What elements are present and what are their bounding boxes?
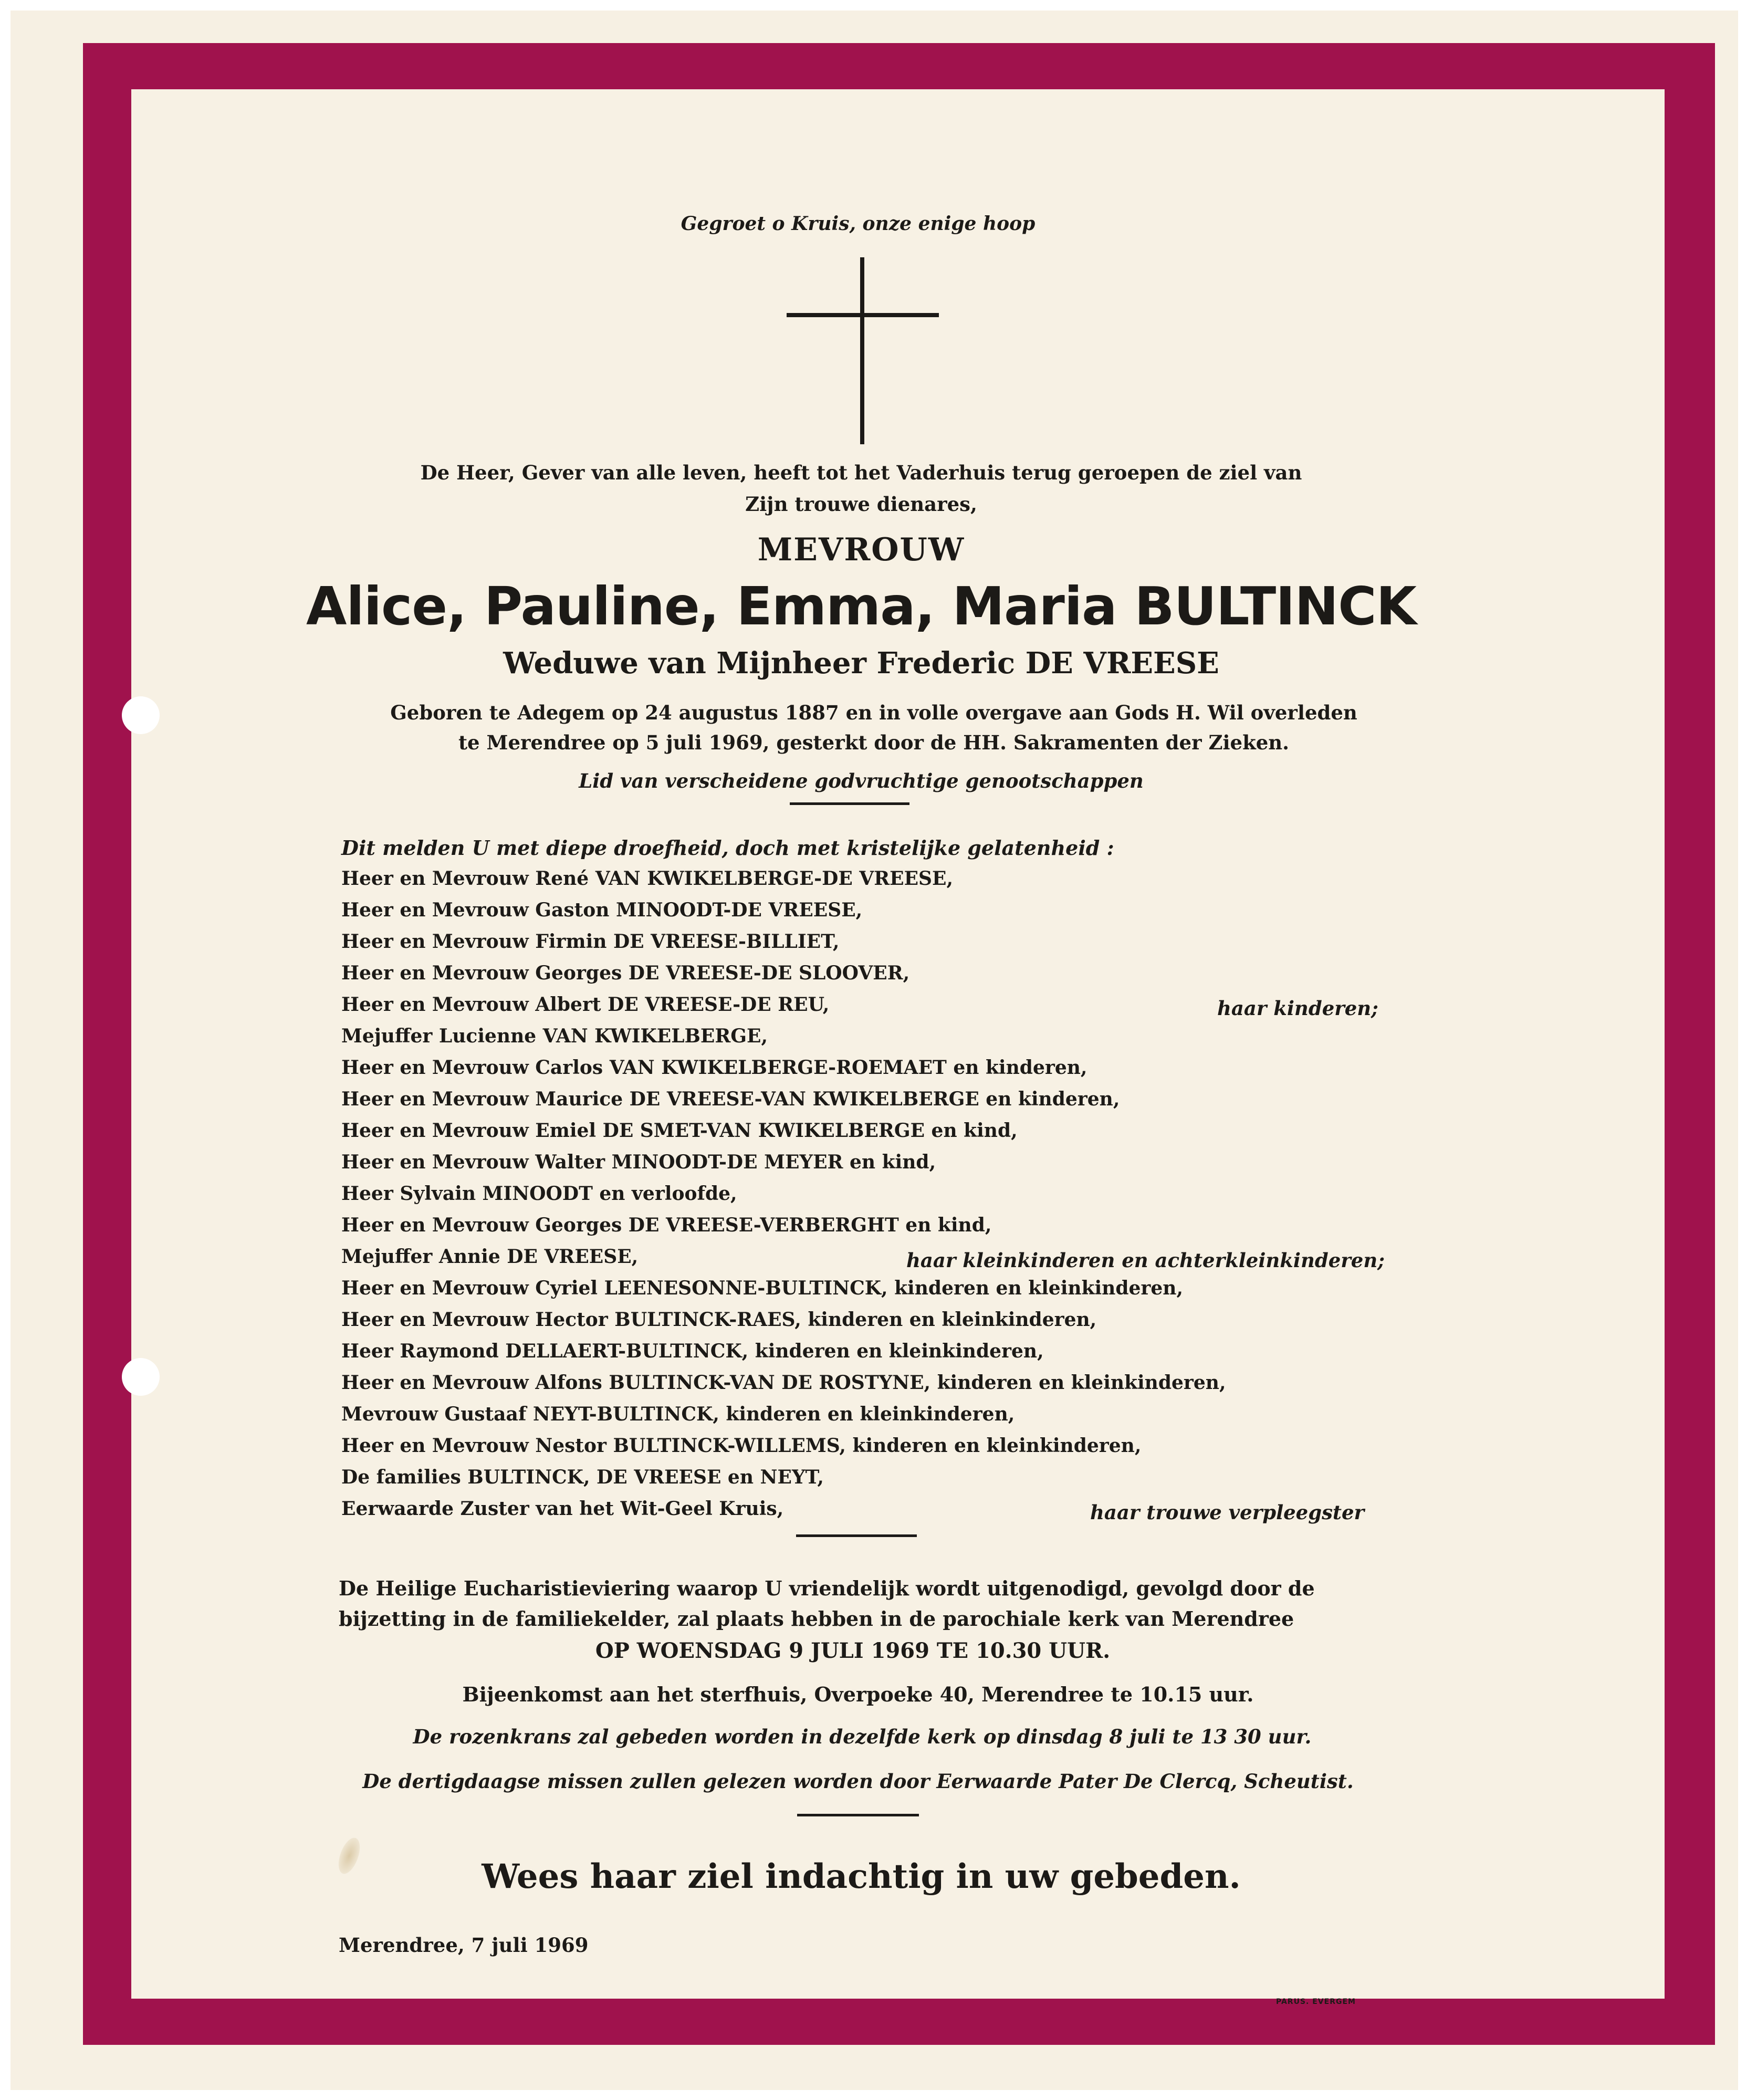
closing-prayer: Wees haar ziel indachtig in uw gebeden.: [482, 1857, 1241, 1896]
masses-info: De dertigdaagse missen zullen gelezen worden door Eerwaarde Pater De Clercq, Scheutist.: [362, 1770, 1354, 1793]
family-line: Heer en Mevrouw Albert DE VREESE-DE REU,: [341, 994, 830, 1016]
divider-2: [796, 1534, 917, 1537]
intro-line-1: De Heer, Gever van alle leven, heeft tot het Vaderhuis terug geroepen de ziel van: [420, 461, 1302, 484]
ceremony-line-1: De Heilige Eucharistieviering waarop U vriendelijk wordt uitgenodigd, gevolgd door de: [339, 1576, 1315, 1600]
intro-line-2: Zijn trouwe dienares,: [745, 493, 977, 516]
gathering-info: Bijeenkomst aan het sterfhuis, Overpoeke 40, Merendree te 10.15 uur.: [462, 1683, 1254, 1706]
honorific-title: MEVROUW: [757, 531, 965, 568]
ceremony-line-2: bijzetting in de familiekelder, zal plaats hebben in de parochiale kerk van Merendree: [339, 1607, 1294, 1631]
printer-mark: PARUS. EVERGEM: [1276, 1998, 1356, 2006]
role-nurse: haar trouwe verpleegster: [1090, 1501, 1365, 1524]
family-line: Heer en Mevrouw Walter MINOODT-DE MEYER en kind,: [341, 1151, 936, 1173]
birth-death-line-1: Geboren te Adegem op 24 augustus 1887 en in volle overgave aan Gods H. Wil overleden: [390, 701, 1357, 724]
family-line: Mejuffer Annie DE VREESE,: [341, 1246, 639, 1268]
widow-of: Weduwe van Mijnheer Frederic DE VREESE: [503, 646, 1219, 681]
announcement: Dit melden U met diepe droefheid, doch met kristelijke gelatenheid :: [341, 836, 1114, 860]
rosary-info: De rozenkrans zal gebeden worden in dezelfde kerk op dinsdag 8 juli te 13 30 uur.: [413, 1725, 1312, 1748]
family-line: Heer Raymond DELLAERT-BULTINCK, kinderen en kleinkinderen,: [341, 1340, 1044, 1362]
punch-hole-top: [122, 696, 160, 734]
birth-death-line-2: te Merendree op 5 juli 1969, gesterkt door de HH. Sakramenten der Zieken.: [458, 731, 1290, 754]
family-line: Heer en Mevrouw Hector BULTINCK-RAES, kinderen en kleinkinderen,: [341, 1309, 1097, 1331]
family-line: Heer en Mevrouw Maurice DE VREESE-VAN KWIKELBERGE en kinderen,: [341, 1088, 1120, 1110]
divider-1: [790, 802, 909, 805]
family-line: Heer en Mevrouw René VAN KWIKELBERGE-DE VREESE,: [341, 868, 954, 890]
family-line: Heer en Mevrouw Cyriel LEENESONNE-BULTINCK, kinderen en kleinkinderen,: [341, 1277, 1183, 1299]
family-line: Heer en Mevrouw Alfons BULTINCK-VAN DE ROSTYNE, kinderen en kleinkinderen,: [341, 1372, 1226, 1394]
family-line: Heer en Mevrouw Georges DE VREESE-DE SLOOVER,: [341, 962, 910, 984]
family-line: Heer en Mevrouw Georges DE VREESE-VERBERGHT en kind,: [341, 1214, 992, 1236]
family-line: Mejuffer Lucienne VAN KWIKELBERGE,: [341, 1025, 768, 1047]
role-grandchildren: haar kleinkinderen en achterkleinkinderen;: [906, 1249, 1385, 1272]
family-line: Heer en Mevrouw Nestor BULTINCK-WILLEMS, kinderen en kleinkinderen,: [341, 1435, 1142, 1457]
family-line: Mevrouw Gustaaf NEYT-BULTINCK, kinderen en kleinkinderen,: [341, 1403, 1015, 1425]
family-line: Eerwaarde Zuster van het Wit-Geel Kruis,: [341, 1498, 784, 1520]
cross-vertical-bar: [860, 257, 864, 444]
family-line: Heer en Mevrouw Gaston MINOODT-DE VREESE,: [341, 899, 863, 921]
punch-hole-bottom: [122, 1358, 160, 1396]
divider-3: [797, 1814, 919, 1816]
ceremony-date: OP WOENSDAG 9 JULI 1969 TE 10.30 UUR.: [595, 1638, 1111, 1663]
family-line: Heer en Mevrouw Emiel DE SMET-VAN KWIKELBERGE en kind,: [341, 1120, 1018, 1142]
family-line: De families BULTINCK, DE VREESE en NEYT,: [341, 1466, 824, 1488]
place-date: Merendree, 7 juli 1969: [339, 1934, 589, 1957]
motto: Gegroet o Kruis, onze enige hoop: [681, 213, 1036, 235]
family-line: Heer en Mevrouw Carlos VAN KWIKELBERGE-ROEMAET en kinderen,: [341, 1057, 1087, 1079]
cross-horizontal-bar: [787, 313, 939, 317]
deceased-name: Alice, Pauline, Emma, Maria BULTINCK: [306, 576, 1416, 637]
family-line: Heer en Mevrouw Firmin DE VREESE-BILLIET,: [341, 931, 840, 953]
role-children: haar kinderen;: [1217, 997, 1378, 1020]
family-line: Heer Sylvain MINOODT en verloofde,: [341, 1183, 737, 1205]
membership-line: Lid van verscheidene godvruchtige genootschappen: [579, 769, 1144, 792]
